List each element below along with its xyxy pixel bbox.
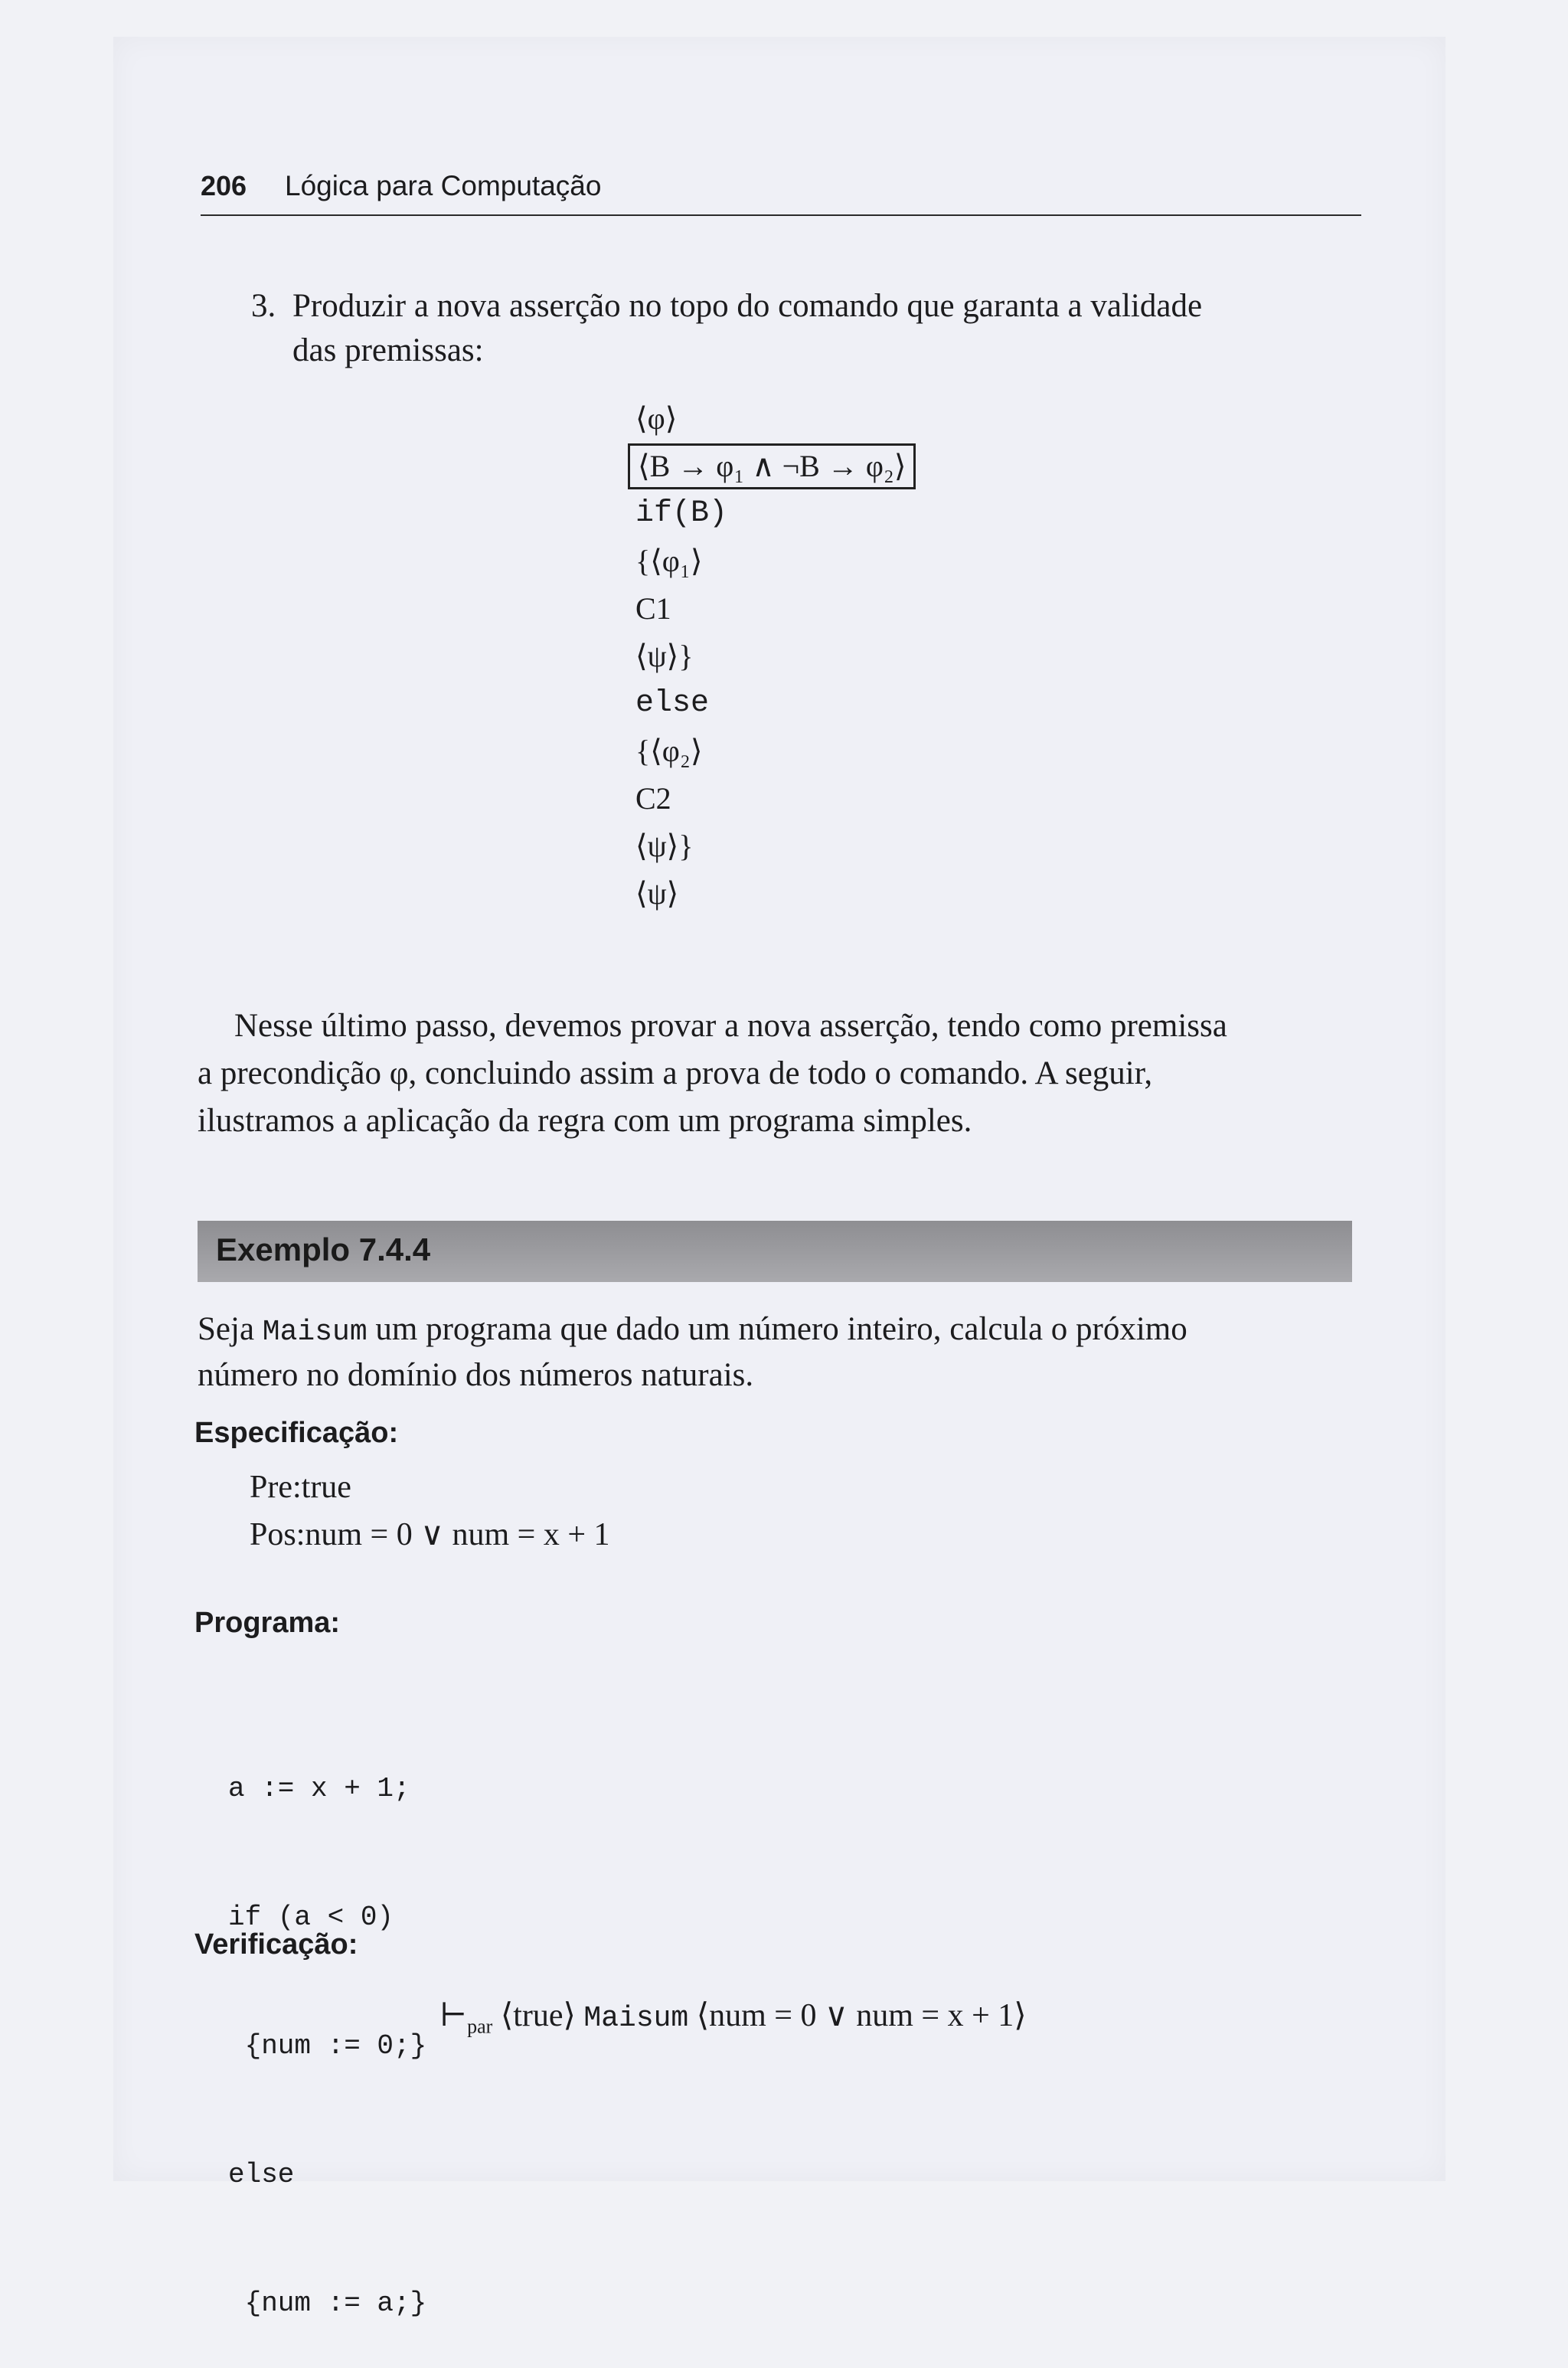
- running-header-title: Lógica para Computação: [285, 170, 602, 201]
- proof-rule-formula: [635, 395, 916, 917]
- program-heading: Programa:: [194, 1607, 341, 1639]
- paragraph-line1: Nesse último passo, devemos provar a nova asserção, tendo como premissa: [234, 1008, 1227, 1044]
- formula-line: {⟨φ₁⟩: [635, 544, 703, 578]
- turnstile-symbol: ⊢: [439, 1998, 468, 2033]
- paragraph-line3: ilustramos a aplicação da regra com um programa simples.: [198, 1103, 972, 1139]
- formula-line: ⟨φ⟩: [635, 401, 678, 436]
- intro-post: um programa que dado um número inteiro, calcula o próximo: [367, 1311, 1187, 1347]
- example-title: Exemplo 7.4.4: [216, 1231, 431, 1267]
- step-text-line1: Produzir a nova asserção no topo do comando que garanta a validade: [292, 288, 1203, 324]
- formula-line: ⟨ψ⟩: [635, 876, 679, 911]
- example-heading-bar: [198, 1221, 1352, 1282]
- intro-pre: Seja: [198, 1311, 263, 1347]
- formula-line: {⟨φ₂⟩: [635, 734, 703, 768]
- verification-formula: [439, 1996, 1027, 2038]
- paragraph-line2: a precondição φ, concluindo assim a prova de todo o comando. A seguir,: [198, 1055, 1153, 1091]
- step-text-line2: das premissas:: [292, 332, 484, 368]
- postcondition: [250, 1515, 610, 1553]
- example-intro-line2: número no domínio dos números naturais.: [198, 1357, 754, 1393]
- formula-line: ⟨ψ⟩}: [635, 829, 694, 863]
- verif-program: Maisum: [583, 2002, 689, 2035]
- verif-postcondition: ⟨num = 0 ∨ num = x + 1⟩: [696, 1998, 1027, 2033]
- page-number: 206: [201, 170, 247, 201]
- formula-line: C1: [635, 591, 671, 626]
- program-code: [228, 1682, 426, 2368]
- formula-line: ⟨ψ⟩}: [635, 639, 694, 673]
- step-number: 3.: [251, 288, 276, 324]
- formula-line: C2: [635, 781, 671, 816]
- precondition: Pre:true: [250, 1470, 351, 1505]
- code-line: if (a < 0): [228, 1902, 394, 1933]
- code-line: {num := 0;}: [228, 2030, 427, 2062]
- code-line: {num := a;}: [228, 2288, 427, 2319]
- pos-label: Pos:: [250, 1517, 305, 1552]
- formula-line: else: [635, 686, 710, 721]
- spec-heading: Especificação:: [194, 1417, 399, 1449]
- boxed-assertion: ⟨B → φ₁ ∧ ¬B → φ₂⟩: [628, 443, 916, 489]
- turnstile-subscript: par: [467, 2015, 493, 2038]
- program-name: Maisum: [262, 1316, 368, 1349]
- code-line: else: [228, 2159, 295, 2190]
- example-intro-line1: [198, 1307, 1187, 1356]
- verification-heading: Verificação:: [194, 1928, 358, 1961]
- code-line: a := x + 1;: [228, 1773, 410, 1804]
- verif-precondition: ⟨true⟩: [500, 1998, 576, 2033]
- pos-formula: num = 0 ∨ num = x + 1: [305, 1517, 610, 1552]
- formula-line: [635, 443, 916, 490]
- formula-line: if(B): [635, 496, 728, 531]
- header-rule: [201, 214, 1361, 216]
